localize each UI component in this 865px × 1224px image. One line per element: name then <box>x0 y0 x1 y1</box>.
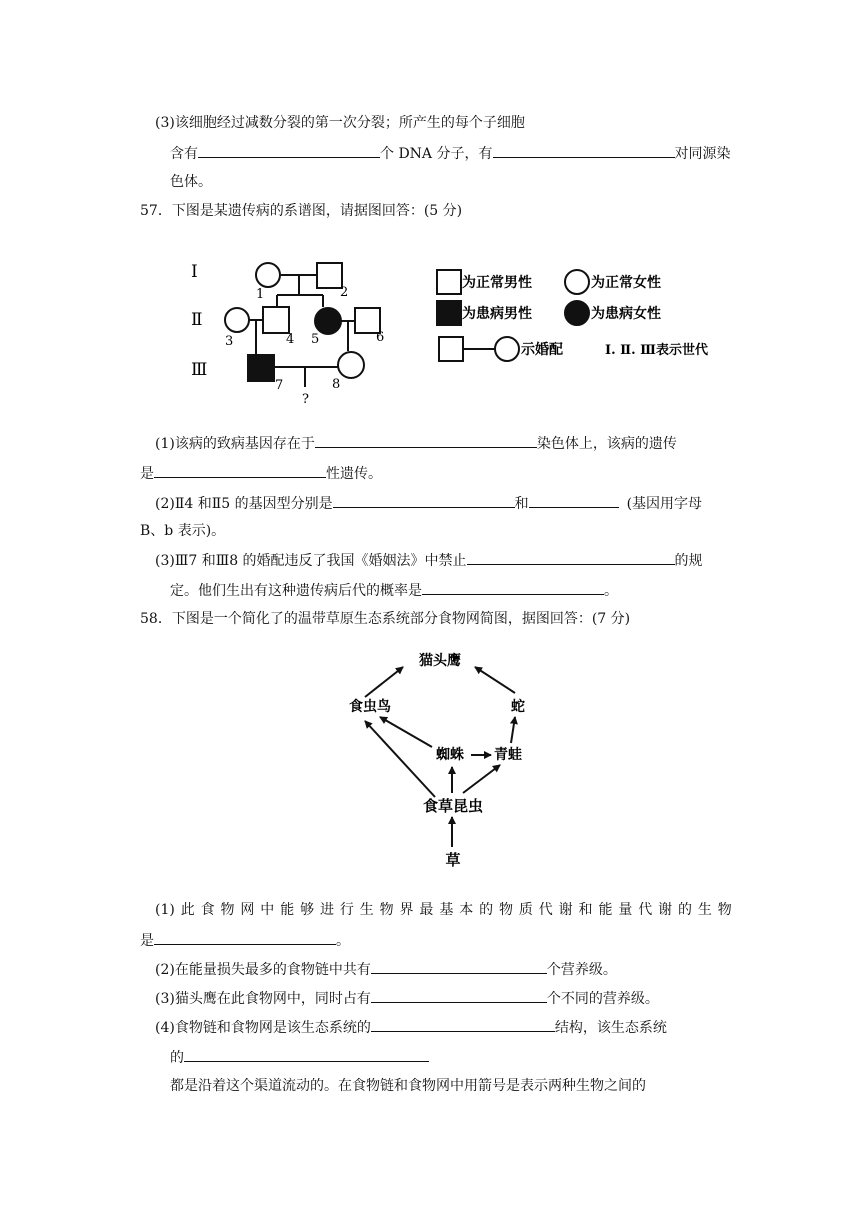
pedigree-gen-label: Ⅱ <box>191 310 203 330</box>
pedigree-II3-normal-female <box>225 308 249 332</box>
arrow-bird-to-owl <box>365 667 403 697</box>
foodweb-insect: 食草昆虫 <box>422 797 484 815</box>
answer-blank[interactable] <box>184 1047 429 1062</box>
pedigree-num-label: 2 <box>340 285 349 300</box>
foodweb-frog: 青蛙 <box>494 747 522 763</box>
answer-blank[interactable] <box>371 1017 555 1032</box>
foodweb-spider: 蜘蛛 <box>436 747 464 763</box>
answer-blank[interactable] <box>198 143 380 158</box>
legend-normal-male-label: 为正常男性 <box>462 275 532 291</box>
legend-affected-female-label: 为患病女性 <box>591 306 661 322</box>
q58-part4-line1: (4)食物链和食物网是该生态系统的 结构，该生态系统 <box>155 1017 667 1038</box>
foodweb-owl: 猫头鹰 <box>419 653 461 669</box>
answer-blank[interactable] <box>371 959 547 974</box>
q58-part2: (2)在能量损失最多的食物链中共有 个营养级。 <box>155 959 617 980</box>
pedigree-III7-affected-male <box>248 355 274 381</box>
answer-blank[interactable] <box>371 988 547 1003</box>
pedigree-III8-normal-female <box>338 352 364 378</box>
pedigree-chart <box>185 245 720 410</box>
q57-part2-line2: B、b 表示)。 <box>140 523 226 539</box>
legend-generations-label: Ⅰ. Ⅱ. Ⅲ表示世代 <box>605 343 708 358</box>
pedigree-num-label: 5 <box>311 332 320 347</box>
q58-part4-line3: 都是沿着这个渠道流动的。在食物链和食物网中用箭号是表示两种生物之间的 <box>170 1078 646 1094</box>
q57-part1-line1: (1)该病的致病基因存在于 染色体上，该病的遗传 <box>155 433 677 454</box>
pedigree-II4-normal-male <box>263 307 289 333</box>
answer-blank[interactable] <box>493 143 675 158</box>
pedigree-II5-affected-female <box>315 308 341 334</box>
q56-part3-text: (3)该细胞经过减数分裂的第一次分裂；所产生的每个子细胞 <box>155 115 525 131</box>
pedigree-num-label: 8 <box>332 377 341 392</box>
pedigree-num-label: 3 <box>225 334 234 349</box>
pedigree-I2-normal-male <box>317 263 342 288</box>
legend-affected-female-symbol <box>565 301 589 325</box>
answer-blank[interactable] <box>467 550 675 565</box>
q57-part3-line2: 定。他们生出有这种遗传病后代的概率是 。 <box>170 580 618 601</box>
legend-marriage-label: 示婚配 <box>521 342 563 358</box>
legend-marriage-female-symbol <box>495 337 519 361</box>
legend-affected-male-label: 为患病男性 <box>462 306 532 322</box>
q57-part2-line1: (2)Ⅱ4 和Ⅱ5 的基因型分别是 和 (基因用字母 <box>155 493 702 514</box>
answer-blank[interactable] <box>529 493 619 508</box>
pedigree-I1-normal-female <box>256 263 280 287</box>
q58-title: 58．下图是一个简化了的温带草原生态系统部分食物网简图，据图回答：(7 分) <box>140 611 631 627</box>
legend-normal-female-symbol <box>565 270 589 294</box>
arrow-insect-to-frog <box>463 765 500 793</box>
q57-part1-line2: 是 性遗传。 <box>140 463 382 484</box>
legend-normal-male-symbol <box>437 270 461 294</box>
pedigree-num-label: ? <box>302 392 309 407</box>
q56-part3-line3: 色体。 <box>170 174 212 190</box>
q58-part4-line2: 的 <box>170 1047 429 1068</box>
answer-blank[interactable] <box>315 433 537 448</box>
q58-part3: (3)猫头鹰在此食物网中，同时占有 个不同的营养级。 <box>155 988 659 1009</box>
answer-blank[interactable] <box>154 463 326 478</box>
arrow-insect-to-bird <box>365 721 435 797</box>
q57-title: 57．下图是某遗传病的系谱图，请据图回答：(5 分) <box>140 203 463 219</box>
q58-part1-line1: (1) 此 食 物 网 中 能 够 进 行 生 物 界 最 基 本 的 物 质 代 谢 和 能 量 代 谢 的 生 物 <box>155 902 732 918</box>
pedigree-gen-label: Ⅰ <box>191 262 198 282</box>
legend-marriage-male-symbol <box>439 337 463 361</box>
pedigree-num-label: 4 <box>286 332 295 347</box>
arrow-frog-to-snake <box>511 717 515 743</box>
q56-part3-line1 <box>155 113 525 133</box>
pedigree-gen-label: Ⅲ <box>191 360 208 380</box>
answer-blank[interactable] <box>154 930 336 945</box>
pedigree-num-label: 6 <box>376 330 385 345</box>
arrow-snake-to-owl <box>475 667 515 693</box>
foodweb-snake: 蛇 <box>511 699 525 715</box>
answer-blank[interactable] <box>422 580 604 595</box>
pedigree-num-label: 7 <box>275 378 284 393</box>
food-web-diagram <box>335 645 540 875</box>
q58-part1-line2: 是 。 <box>140 930 350 951</box>
q56-part3-line2: 含有 个 DNA 分子，有 对同源染 <box>170 143 731 164</box>
legend-normal-female-label: 为正常女性 <box>591 275 661 291</box>
answer-blank[interactable] <box>333 493 515 508</box>
q57-part3-line1: (3)Ⅲ7 和Ⅲ8 的婚配违反了我国《婚姻法》中禁止 的规 <box>155 550 703 571</box>
legend-affected-male-symbol <box>437 301 461 325</box>
pedigree-num-label: 1 <box>256 287 265 302</box>
foodweb-bird: 食虫鸟 <box>349 699 391 715</box>
foodweb-grass: 草 <box>445 851 461 869</box>
arrow-spider-to-bird <box>380 717 432 747</box>
